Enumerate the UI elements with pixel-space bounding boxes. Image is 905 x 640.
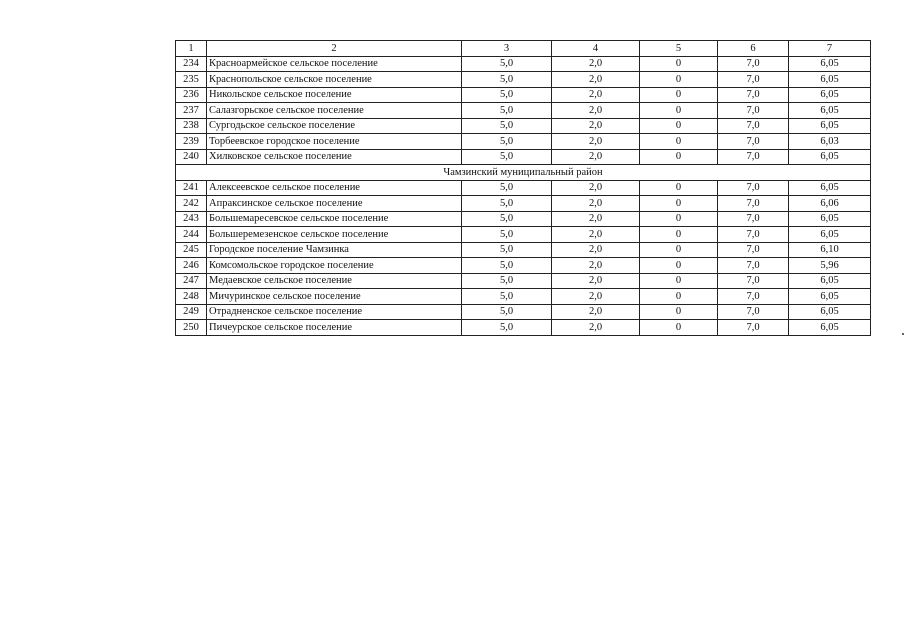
row-number: 250 <box>176 320 207 336</box>
row-number: 247 <box>176 273 207 289</box>
value-col-7: 6,03 <box>789 134 871 150</box>
settlement-name: Апраксинское сельское поселение <box>207 196 462 212</box>
row-number: 244 <box>176 227 207 243</box>
section-row <box>176 165 871 181</box>
table-row <box>176 118 871 134</box>
value-col-3: 5,0 <box>462 134 552 150</box>
settlement-name: Комсомольское городское поселение <box>207 258 462 274</box>
value-col-4: 2,0 <box>552 289 640 305</box>
table-row <box>176 180 871 196</box>
value-col-7: 6,05 <box>789 56 871 72</box>
value-col-3: 5,0 <box>462 149 552 165</box>
value-col-3: 5,0 <box>462 72 552 88</box>
value-col-7: 5,96 <box>789 258 871 274</box>
value-col-7: 6,05 <box>789 87 871 103</box>
value-col-5: 0 <box>640 258 718 274</box>
value-col-5: 0 <box>640 227 718 243</box>
column-header-5: 5 <box>640 41 718 57</box>
value-col-3: 5,0 <box>462 211 552 227</box>
table-body-bottom <box>176 180 871 335</box>
value-col-7: 6,05 <box>789 273 871 289</box>
table-row <box>176 227 871 243</box>
row-number: 234 <box>176 56 207 72</box>
value-col-3: 5,0 <box>462 103 552 119</box>
table-row <box>176 134 871 150</box>
table-row <box>176 304 871 320</box>
value-col-5: 0 <box>640 242 718 258</box>
value-col-5: 0 <box>640 211 718 227</box>
value-col-5: 0 <box>640 273 718 289</box>
value-col-6: 7,0 <box>718 134 789 150</box>
value-col-3: 5,0 <box>462 242 552 258</box>
value-col-4: 2,0 <box>552 304 640 320</box>
table-row <box>176 149 871 165</box>
value-col-7: 6,05 <box>789 103 871 119</box>
settlement-name: Хилковское сельское поселение <box>207 149 462 165</box>
value-col-3: 5,0 <box>462 258 552 274</box>
value-col-7: 6,05 <box>789 211 871 227</box>
row-number: 240 <box>176 149 207 165</box>
settlement-name: Никольское сельское поселение <box>207 87 462 103</box>
value-col-5: 0 <box>640 289 718 305</box>
table-row <box>176 196 871 212</box>
value-col-3: 5,0 <box>462 289 552 305</box>
table-row <box>176 242 871 258</box>
value-col-3: 5,0 <box>462 227 552 243</box>
value-col-5: 0 <box>640 304 718 320</box>
column-header-1: 1 <box>176 41 207 57</box>
value-col-5: 0 <box>640 72 718 88</box>
column-header-7: 7 <box>789 41 871 57</box>
header-row <box>176 41 871 57</box>
value-col-6: 7,0 <box>718 56 789 72</box>
value-col-4: 2,0 <box>552 180 640 196</box>
value-col-4: 2,0 <box>552 242 640 258</box>
value-col-6: 7,0 <box>718 180 789 196</box>
row-number: 243 <box>176 211 207 227</box>
settlement-name: Красноармейское сельское поселение <box>207 56 462 72</box>
row-number: 238 <box>176 118 207 134</box>
table-row <box>176 87 871 103</box>
value-col-6: 7,0 <box>718 273 789 289</box>
value-col-7: 6,06 <box>789 196 871 212</box>
value-col-3: 5,0 <box>462 87 552 103</box>
data-table <box>175 40 871 336</box>
settlement-name: Медаевское сельское поселение <box>207 273 462 289</box>
value-col-7: 6,05 <box>789 180 871 196</box>
value-col-7: 6,10 <box>789 242 871 258</box>
value-col-6: 7,0 <box>718 258 789 274</box>
value-col-7: 6,05 <box>789 149 871 165</box>
value-col-4: 2,0 <box>552 196 640 212</box>
value-col-5: 0 <box>640 149 718 165</box>
value-col-6: 7,0 <box>718 196 789 212</box>
value-col-4: 2,0 <box>552 273 640 289</box>
table-row <box>176 56 871 72</box>
value-col-5: 0 <box>640 118 718 134</box>
value-col-5: 0 <box>640 196 718 212</box>
settlement-name: Большемаресевское сельское поселение <box>207 211 462 227</box>
value-col-5: 0 <box>640 134 718 150</box>
value-col-6: 7,0 <box>718 118 789 134</box>
row-number: 249 <box>176 304 207 320</box>
value-col-4: 2,0 <box>552 118 640 134</box>
row-number: 236 <box>176 87 207 103</box>
row-number: 248 <box>176 289 207 305</box>
value-col-3: 5,0 <box>462 273 552 289</box>
row-number: 242 <box>176 196 207 212</box>
value-col-4: 2,0 <box>552 258 640 274</box>
value-col-4: 2,0 <box>552 134 640 150</box>
row-number: 239 <box>176 134 207 150</box>
value-col-7: 6,05 <box>789 320 871 336</box>
column-header-4: 4 <box>552 41 640 57</box>
value-col-6: 7,0 <box>718 304 789 320</box>
value-col-6: 7,0 <box>718 320 789 336</box>
column-header-2: 2 <box>207 41 462 57</box>
value-col-6: 7,0 <box>718 227 789 243</box>
table-row <box>176 258 871 274</box>
value-col-7: 6,05 <box>789 227 871 243</box>
table-row <box>176 273 871 289</box>
value-col-5: 0 <box>640 56 718 72</box>
value-col-4: 2,0 <box>552 87 640 103</box>
settlement-name: Городское поселение Чамзинка <box>207 242 462 258</box>
value-col-6: 7,0 <box>718 242 789 258</box>
settlement-name: Салазгорьское сельское поселение <box>207 103 462 119</box>
value-col-3: 5,0 <box>462 320 552 336</box>
value-col-7: 6,05 <box>789 72 871 88</box>
value-col-6: 7,0 <box>718 72 789 88</box>
table-row <box>176 320 871 336</box>
value-col-4: 2,0 <box>552 227 640 243</box>
settlement-name: Большеремезенское сельское поселение <box>207 227 462 243</box>
column-header-3: 3 <box>462 41 552 57</box>
section-body <box>176 165 871 181</box>
value-col-5: 0 <box>640 87 718 103</box>
value-col-6: 7,0 <box>718 149 789 165</box>
value-col-4: 2,0 <box>552 103 640 119</box>
row-number: 237 <box>176 103 207 119</box>
value-col-3: 5,0 <box>462 56 552 72</box>
table-body-top <box>176 56 871 165</box>
row-number: 246 <box>176 258 207 274</box>
value-col-6: 7,0 <box>718 289 789 305</box>
value-col-3: 5,0 <box>462 118 552 134</box>
settlement-name: Пичеурское сельское поселение <box>207 320 462 336</box>
section-title: Чамзинский муниципальный район <box>176 165 871 181</box>
table-header <box>176 41 871 57</box>
value-col-4: 2,0 <box>552 320 640 336</box>
value-col-5: 0 <box>640 103 718 119</box>
row-number: 245 <box>176 242 207 258</box>
value-col-4: 2,0 <box>552 149 640 165</box>
value-col-3: 5,0 <box>462 304 552 320</box>
settlement-name: Алексеевское сельское поселение <box>207 180 462 196</box>
column-header-6: 6 <box>718 41 789 57</box>
value-col-4: 2,0 <box>552 56 640 72</box>
settlement-name: Торбеевское городское поселение <box>207 134 462 150</box>
row-number: 241 <box>176 180 207 196</box>
value-col-3: 5,0 <box>462 196 552 212</box>
value-col-7: 6,05 <box>789 289 871 305</box>
table-row <box>176 211 871 227</box>
value-col-7: 6,05 <box>789 304 871 320</box>
value-col-4: 2,0 <box>552 72 640 88</box>
value-col-7: 6,05 <box>789 118 871 134</box>
value-col-5: 0 <box>640 180 718 196</box>
row-number: 235 <box>176 72 207 88</box>
value-col-6: 7,0 <box>718 103 789 119</box>
value-col-6: 7,0 <box>718 211 789 227</box>
settlement-name: Краснопольское сельское поселение <box>207 72 462 88</box>
table-row <box>176 289 871 305</box>
value-col-3: 5,0 <box>462 180 552 196</box>
settlement-name: Отрадненское сельское поселение <box>207 304 462 320</box>
table-row <box>176 103 871 119</box>
settlement-name: Сургодьское сельское поселение <box>207 118 462 134</box>
scan-speck <box>902 333 904 335</box>
value-col-6: 7,0 <box>718 87 789 103</box>
settlement-name: Мичуринское сельское поселение <box>207 289 462 305</box>
table-row <box>176 72 871 88</box>
value-col-5: 0 <box>640 320 718 336</box>
value-col-4: 2,0 <box>552 211 640 227</box>
